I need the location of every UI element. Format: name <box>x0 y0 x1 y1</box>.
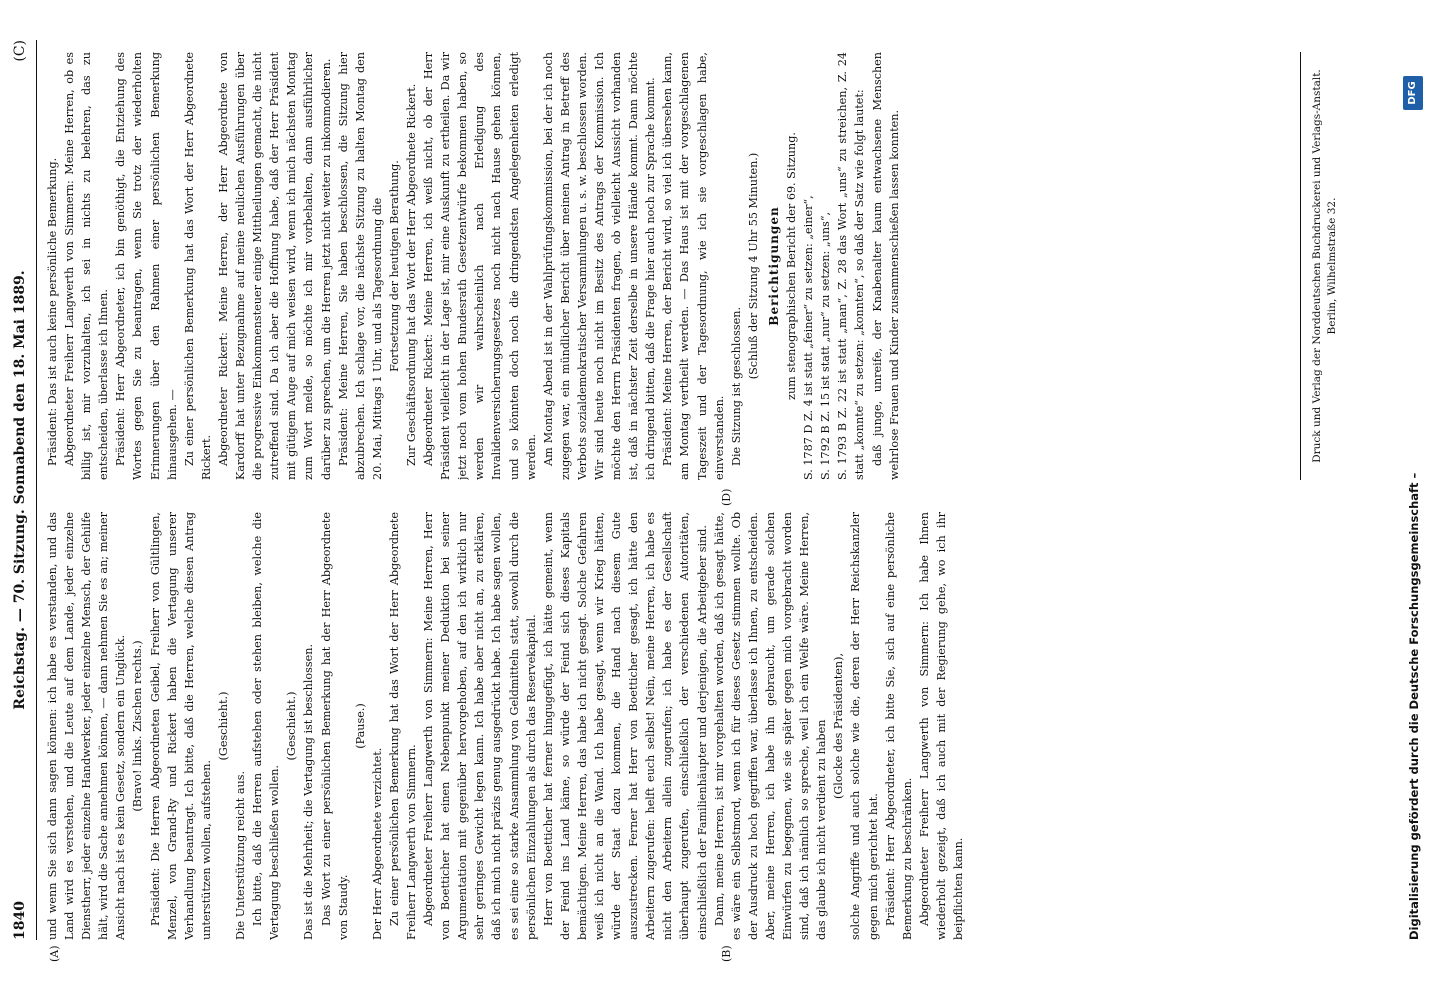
margin-mark-d: (D) <box>720 488 733 506</box>
paragraph: Am Montag Abend ist in der Wahlprüfungskommission, bei der ich noch zugegen war, ein mündlicher Bericht über meinen Antrag in Betreff des Verbots sozialdemokratischer Versammlungen u. s. w. beschlossen worden. Wir sind heute noch nicht im Besitz des Antrags der Kommission. Ich möchte den Herrn Präsidenten fragen, ob vielleicht Aussicht vorhanden ist, daß in nächster Zeit derselbe in unsere Hände kommt. Dann möchte ich dringend bitten, daß die Frage hier auch noch zur Sprache kommt. <box>541 52 658 480</box>
paragraph: Präsident: Meine Herren, Sie haben beschlossen, die Sitzung hier abzubrechen. Ich schlage vor, die nächste Sitzung zu halten Montag den 20. Mai, Mittags 1 Uhr, und als Tagesordnung die <box>336 52 384 480</box>
dfg-banner <box>1395 0 1432 1000</box>
interjection: (Geschieht.) <box>216 691 230 761</box>
paragraph: Abgeordneter Rickert: Meine Herren, der Herr Abgeordnete von Kardorff hat unter Bezugnahme auf meine neulichen Ausführungen über die progressive Einkommensteuer einige Mittheilungen gemacht, die nicht zutreffend sind. Da ich aber die Hoffnung habe, daß der Herr Präsident mit gütigem Auge auf mich weisen wird, wenn ich mich nächsten Montag zum Wort melde, so möchte ich mir vorbehalten, dann ausführlicher darüber zu sprechen, um die Herren jetzt nicht weiter zu inkommodieren. <box>216 52 333 480</box>
footer-rule <box>1300 52 1301 480</box>
paragraph: Das Wort zu einer persönlichen Bemerkung hat der Herr Abgeordnete von Staudy. <box>319 512 350 940</box>
paragraph: Der Herr Abgeordnete verzichtet. <box>370 747 384 940</box>
paragraph: Abgeordneter Freiherr Langwerth von Simmern: Meine Herren, ob es billig ist, mir vorzuhalten, ich sei in nichts zu belehren, das zu entscheiden, überlasse ich Ihnen. <box>63 52 111 480</box>
paragraph: Präsident: Das ist auch keine persönliche Bemerkung. <box>46 157 59 466</box>
paragraph: Abgeordneter Freiherr Langwerth von Simmern: Meine Herren, Herr von Boetticher hat einen Nebenpunkt meiner Deduktion bei seiner Argumentation mit gegenüber hervorgehoben, auf den ich wirklich nur sehr geringes Gewicht legen kann. Ich habe aber nicht an, zu erklären, daß ich mich nicht präzis genug ausgedrückt habe. Ich habe sagen wollen, es sei eine so starke Ansammlung von Geldmitteln statt, sowohl durch die persönlichen Einzahlungen als durch das Reservekapital. <box>422 512 538 940</box>
paragraph: Die Sitzung ist geschlossen. <box>729 306 743 466</box>
header-section-letter: (C) <box>12 40 28 62</box>
corrections-heading: Berichtigungen <box>766 206 781 326</box>
paragraph: Abgeordneter Freiherr Langwerth von Simmern: Ich habe Ihnen wiederholt gezeigt, daß ich auch mit der Regierung gehe, wo ich ihr beipflichten kann. <box>917 512 965 940</box>
margin-mark-b: (B) <box>720 945 733 962</box>
paragraph: Die Unterstützung reicht aus. <box>234 770 248 940</box>
left-column <box>44 512 1429 940</box>
imprint: Druck und Verlag der Norddeutschen Buchdruckerei und Verlags-Anstalt. Berlin, Wilhelmstraße 32. <box>1311 69 1338 463</box>
interjection: (Bravo! links. Zischen rechts.) <box>131 640 145 812</box>
paragraph: Herr von Boetticher hat ferner hingugefügt, ich hätte gemeint, wenn der Feind ins Land käme, so würde der Feind sich dieses Kapitals bemächtigen. Meine Herren, das habe ich nicht gesagt. Solche Gefahren weiß ich nicht an die Wand. Ich habe gesagt, wenn wir Krieg hätten, würde der Staat dazu kommen, die Hand nach diesem Gute auszustrecken. Ferner hat Herr von Boetticher gesagt, ich hätte den Arbeitern zugerufen: helft euch selbst! Nein, meine Herren, ich habe es nicht den Arbeitern allein zugerufen; ich habe es der Gesellschaft überhaupt zugerufen, einschließlich der verschiedenen Autoritäten, einschließlich der Familienhäupter und derjenigen, die Arbeitgeber sind. <box>541 512 709 940</box>
right-column <box>44 52 1429 480</box>
corrections-subheading: zum stenographischen Bericht der 69. Sitzung. <box>785 132 799 400</box>
paragraph: Zu einer persönlichen Bemerkung hat das Wort der Herr Abgeordnete Freiherr Langwerth von Simmern. <box>387 512 418 940</box>
dfg-logo: DFG <box>1403 76 1423 110</box>
paragraph: Präsident: Meine Herren, der Bericht wird, so viel ich übersehen kann, am Montag vertheilt werden. — Das Haus ist mit der vorgeschlagenen Tageszeit und der Tagesordnung, wie ich sie vorgeschlagen habe, einverstanden. <box>661 52 726 480</box>
paragraph: Präsident: Herr Abgeordneter, ich bin genöthigt, die Entziehung des Wortes gegen Sie zu beantragen, wenn Sie trotz der wiederholten Erinnerungen über den Rahmen einer persönlichen Bemerkung hinausgehen. — <box>114 52 179 480</box>
paragraph: Abgeordneter Rickert: Meine Herren, ich weiß nicht, ob der Herr Präsident vielleicht in der Lage ist, mir eine Auskunft zu ertheilen. Da wir jetzt noch vom hohen Bundesrath Gesetzentwürfe bekommen haben, so werden wir wahrscheinlich nach Erledigung des Invalidenversicherungsgesetzes noch nicht nach Hause gehen können, und so könnten doch noch die dringendsten Angelegenheiten erledigt werden. <box>422 52 538 480</box>
dfg-credit-text: Digitalisierung gefördert durch die Deutsche Forschungsgemeinschaft – <box>1407 472 1421 940</box>
interjection: (Pause.) <box>353 703 367 749</box>
paragraph: solche Angriffe und auch solche wie die, deren der Herr Reichskanzler gegen mich gerichtet hat. <box>849 512 880 940</box>
paragraph: Zur Geschäftsordnung hat das Wort der Herr Abgeordnete Rickert. <box>404 83 418 466</box>
paragraph: Ich bitte, daß die Herren aufstehen oder stehen bleiben, welche die Vertagung beschließen wollen. <box>251 512 282 940</box>
interjection: (Glocke des Präsidenten), <box>832 653 846 800</box>
agenda-item: Fortsetzung der heutigen Berathung. <box>387 160 401 372</box>
page-title: Reichstag. — 70. Sitzung. Sonnabend den 18. Mai 1889. <box>12 270 28 710</box>
page-number: 1840 <box>12 901 28 940</box>
header-rule <box>36 40 37 940</box>
interjection: (Geschieht.) <box>285 691 299 761</box>
margin-mark-a: (A) <box>48 945 61 962</box>
paragraph: Präsident: Herr Abgeordneter, ich bitte Sie, sich auf eine persönliche Bemerkung zu beschränken. <box>883 512 914 940</box>
paragraph: und wenn Sie sich dann sagen können: ich habe es verstanden, und das Land wird es verstehen, und die Leute auf dem Lande, jeder einzelne Dienstherr, jeder einzelne Handwerker, jeder einzelne Mensch, der Gehilfe hält, wird die Sache annehmen können, — dann nehmen Sie es an; meiner Ansicht nach ist es kein Gesetz, sondern ein Unglück. <box>46 512 128 940</box>
paragraph: Präsident: Die Herren Abgeordneten Geibel, Freiherr von Gültlingen, Menzel, von Grand-Ry und Rickert haben die Vertagung unserer Verhandlung beantragt. Ich bitte, daß die Herren, welche diesen Antrag unterstützen wollen, aufstehen. <box>148 512 213 940</box>
corrected-sentence: daß junge, unreife, der Knabenalter kaum entwachsene Menschen wehrlose Frauen und Kinder zusammenschießen lassen konnten. <box>870 52 901 480</box>
paragraph: Dann, meine Herren, ist mir vorgehalten worden, daß ich gesagt hätte, es wäre ein Selbstmord, wenn ich für dieses Gesetz stimmen wollte. Ob der Ausdruck zu hoch gegriffen war, überlasse ich Ihnen, zu entscheiden. Aber, meine Herren, ich habe ihn gebraucht, um gerade solchen Einwürfen zu begegnen, wie sie später gegen mich vorgebracht worden sind, daß ich nämlich so spreche, weil ich ein Welfe wäre. Meine Herren, das glaube ich nicht verdient zu haben <box>712 512 829 940</box>
paragraph: Zu einer persönlichen Bemerkung hat das Wort der Herr Abgeordnete Rickert. <box>182 52 213 480</box>
session-close: (Schluß der Sitzung 4 Uhr 55 Minuten.) <box>746 152 760 380</box>
correction-item: S. 1787 D Z. 4 ist statt „feiner“ zu setzen: „einer“, <box>802 195 816 480</box>
correction-item: S. 1793 B Z. 22 ist statt „man“, Z. 28 das Wort „uns“ zu streichen, Z. 24 statt „konnte“ zu setzen: „konnten“, so daß der Satz wie folgt lautet: <box>836 52 867 480</box>
page-header <box>12 40 34 940</box>
correction-item: S. 1792 B Z. 15 ist statt „nur“ zu setzen: „uns“, <box>819 211 833 480</box>
paragraph: Das ist die Mehrheit; die Vertagung ist beschlossen. <box>302 643 316 940</box>
